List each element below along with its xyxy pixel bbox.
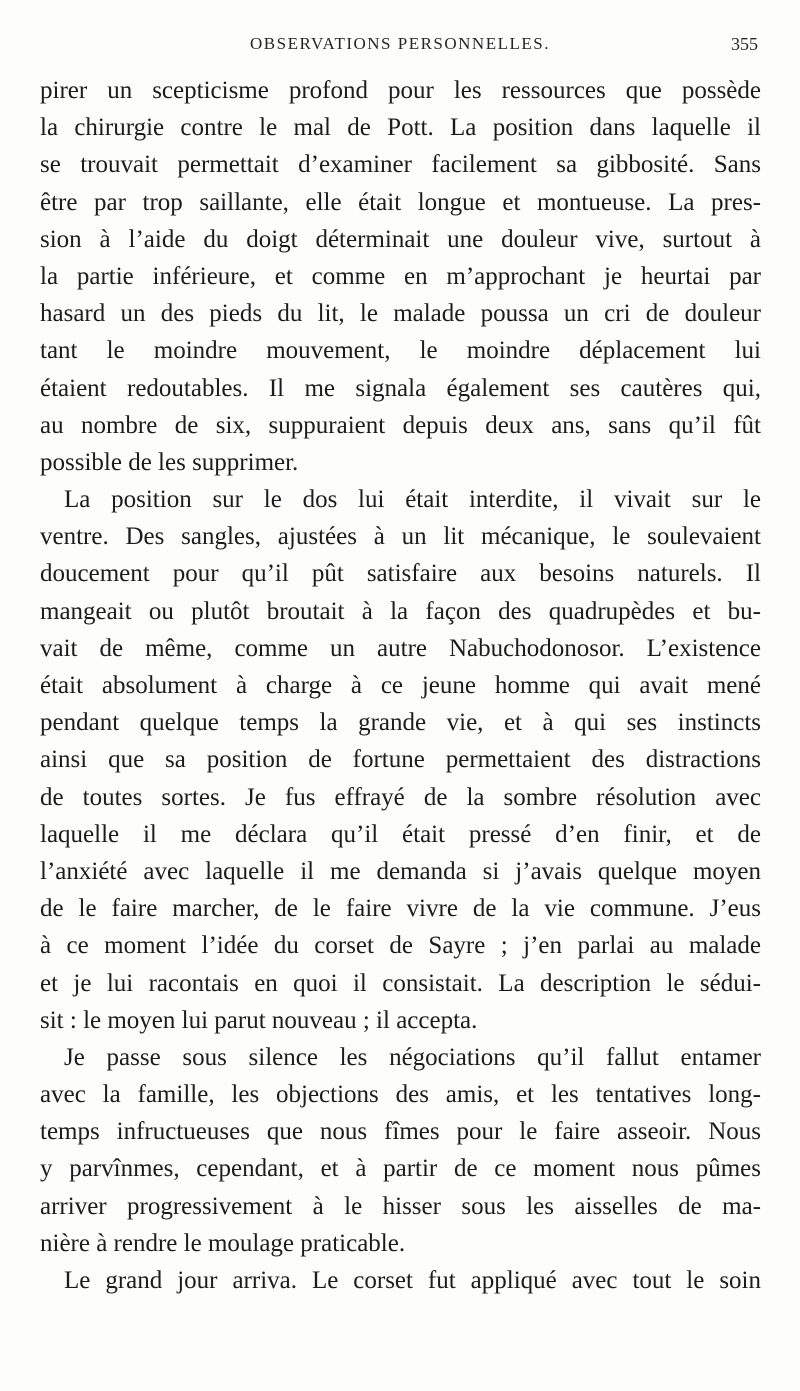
text-line: être par trop saillante, elle était longue et montueuse. La pres- xyxy=(40,188,761,216)
text-line: la partie inférieure, et comme en m’approchant je heurtai par xyxy=(40,262,761,290)
text-line: la chirurgie contre le mal de Pott. La position dans laquelle il xyxy=(40,114,761,142)
text-line: étaient redoutables. Il me signala également ses cautères qui, xyxy=(40,374,761,402)
paragraph xyxy=(40,1262,761,1299)
text-line: y parvînmes, cependant, et à partir de ce moment nous pûmes xyxy=(40,1155,761,1183)
paragraph xyxy=(40,1039,761,1262)
page-number: 355 xyxy=(731,34,758,54)
text-line: au nombre de six, suppuraient depuis deux ans, sans qu’il fût xyxy=(40,411,761,439)
text-line: à ce moment l’idée du corset de Sayre ; j’en parlai au malade xyxy=(40,932,761,960)
text-line: avec la famille, les objections des amis, et les tentatives long- xyxy=(40,1081,761,1109)
text-line: laquelle il me déclara qu’il était pressé d’en finir, et de xyxy=(40,820,761,848)
text-line: Le grand jour arriva. Le corset fut appliqué avec tout le soin xyxy=(64,1267,761,1294)
text-line: La position sur le dos lui était interdite, il vivait sur le xyxy=(64,486,761,514)
text-line: l’anxiété avec laquelle il me demanda si j’avais quelque moyen xyxy=(40,857,761,885)
text-line: et je lui racontais en quoi il consistait. La description le sédui- xyxy=(40,969,761,997)
text-line: Je passe sous silence les négociations qu’il fallut entamer xyxy=(64,1043,761,1071)
text-line: de le faire marcher, de le faire vivre de la vie commune. J’eus xyxy=(40,895,761,923)
text-line: tant le moindre mouvement, le moindre déplacement lui xyxy=(40,337,761,365)
text-line: de toutes sortes. Je fus effrayé de la sombre résolution avec xyxy=(40,783,761,811)
running-title: OBSERVATIONS PERSONNELLES. xyxy=(250,34,550,53)
text-line: arriver progressivement à le hisser sous les aisselles de ma- xyxy=(40,1192,761,1220)
text-line: se trouvait permettait d’examiner facilement sa gibbosité. Sans xyxy=(40,151,761,179)
text-line: pirer un scepticisme profond pour les ressources que possède xyxy=(40,77,761,104)
text-line: était absolument à charge à ce jeune homme qui avait mené xyxy=(40,672,761,699)
paragraph xyxy=(40,481,761,1039)
text-line: hasard un des pieds du lit, le malade poussa un cri de douleur xyxy=(40,300,761,328)
text-line: sit : le moyen lui parut nouveau ; il accepta. xyxy=(40,1006,478,1034)
text-line: sion à l’aide du doigt déterminait une douleur vive, surtout à xyxy=(40,225,761,253)
running-head xyxy=(40,34,760,62)
text-line: ventre. Des sangles, ajustées à un lit mécanique, le soulevaient xyxy=(40,523,761,551)
text-line: vait de même, comme un autre Nabuchodonosor. L’existence xyxy=(40,634,761,662)
text-line: temps infructueuses que nous fîmes pour le faire asseoir. Nous xyxy=(40,1118,761,1146)
paragraph xyxy=(40,72,761,481)
text-line: doucement pour qu’il pût satisfaire aux besoins naturels. Il xyxy=(40,560,761,588)
text-line: pendant quelque temps la grande vie, et à qui ses instincts xyxy=(40,709,761,737)
body-text xyxy=(40,72,761,1299)
text-line: possible de les supprimer. xyxy=(40,448,299,476)
text-line: mangeait ou plutôt broutait à la façon des quadrupèdes et bu- xyxy=(40,597,761,625)
text-line: nière à rendre le moulage praticable. xyxy=(40,1229,406,1257)
text-line: ainsi que sa position de fortune permettaient des distractions xyxy=(40,746,761,774)
